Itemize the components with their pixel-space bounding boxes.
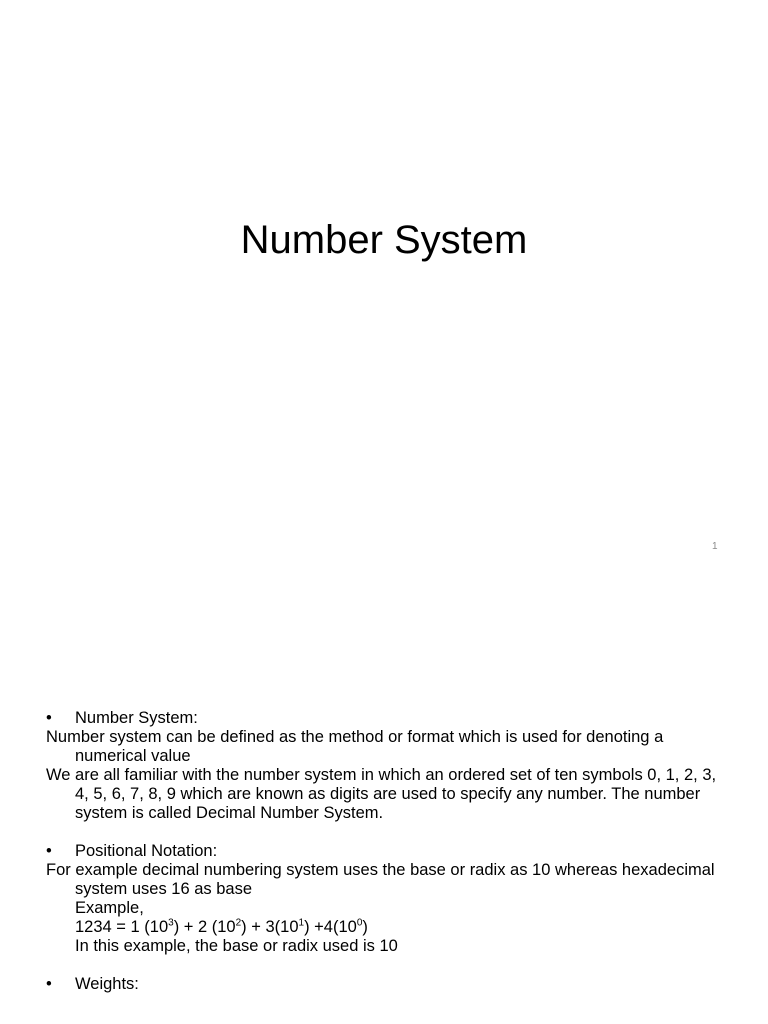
slide-body xyxy=(46,709,726,994)
spacer xyxy=(46,956,726,975)
slide-title: Number System xyxy=(240,218,528,262)
bullet-positional-notation xyxy=(46,842,726,861)
bullet-number-system xyxy=(46,709,726,728)
definition-paragraph: Number system can be defined as the method or format which is used for denoting a numerical value xyxy=(46,728,664,765)
spacer xyxy=(46,823,726,842)
bullet-heading: Number System: xyxy=(75,709,198,727)
bullet-heading: Positional Notation: xyxy=(75,842,218,860)
example-equation: 1234 = 1 $(10^3) + 2$ $(10^2) + 3(10^1) +4(10^0)$ xyxy=(75,917,368,936)
bullet-icon: • xyxy=(46,975,52,993)
base-paragraph: For example decimal numbering system uses the base or radix as 10 whereas hexadecimal system uses 16 as base xyxy=(46,861,715,898)
content-slide xyxy=(0,576,768,1024)
example-note: In this example, the base or radix used is 10 xyxy=(75,937,398,955)
bullet-icon: • xyxy=(46,842,52,860)
bullet-icon: • xyxy=(46,709,52,727)
bullet-heading: Weights: xyxy=(75,975,139,993)
decimal-paragraph: We are all familiar with the number system in which an ordered set of ten symbols 0, 1, 2, 3, 4, 5, 6, 7, 8, 9 which are known as digits are used to specify any number. The number system is called Decimal Number System. xyxy=(46,766,717,822)
example-label: Example, xyxy=(75,899,144,917)
slide-number: 1 xyxy=(712,541,718,552)
bullet-weights xyxy=(46,975,726,994)
